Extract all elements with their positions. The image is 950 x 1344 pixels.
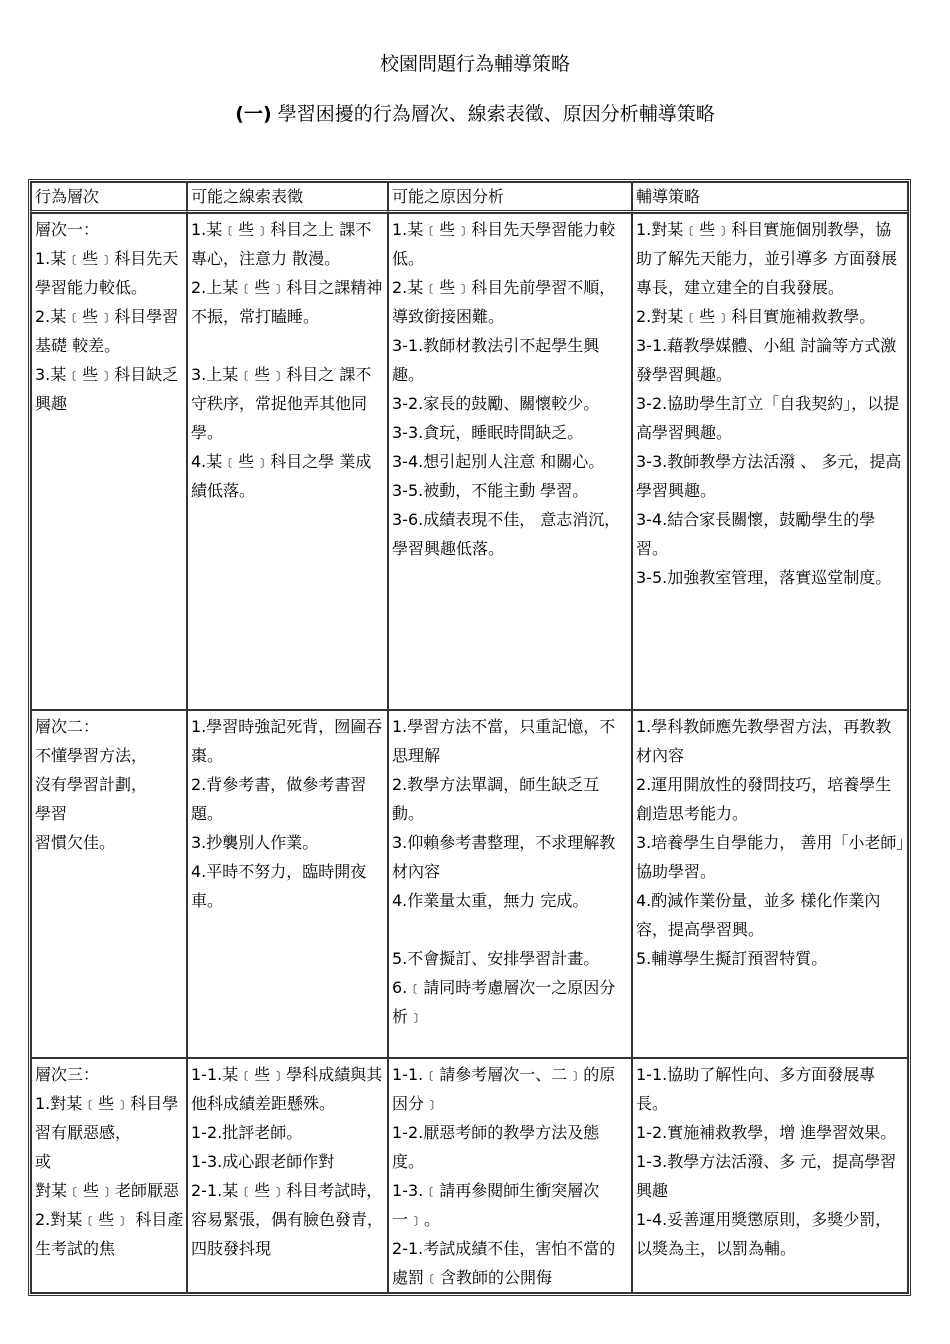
- header-clues: 可能之線索表徵: [187, 182, 388, 213]
- cell-line: 層次三：: [35, 1065, 100, 1084]
- cell-line: 2.教學方法單調，師生缺乏互動。: [392, 775, 600, 823]
- cell-line: 1.學習方法不當，只重記憶，不思理解: [392, 717, 616, 765]
- cell-line: 1-2.批評老師。: [191, 1123, 303, 1142]
- cell-line: 1-3.成心跟老師作對: [191, 1152, 335, 1171]
- header-strategies: 輔導策略: [632, 182, 908, 213]
- cell-line: 3-4.結合家長關懷，鼓勵學生的學習。: [636, 510, 876, 558]
- cell-line: [191, 331, 385, 360]
- document-title: 校園問題行為輔導策略: [379, 53, 570, 75]
- cell-line: 1-2.實施補救教學，增 進學習效果。: [636, 1123, 897, 1142]
- cell-level: [31, 213, 187, 710]
- cell-line: 1-1.某﹝些﹞學科成績與其他科成績差距懸殊。: [191, 1065, 383, 1113]
- cell-line: 1.學科教師應先教學習方法，再教教材內容: [636, 717, 892, 765]
- cell-line: 3.仰賴參考書整理，不求理解教材內容: [392, 833, 616, 881]
- cell-line: 2.對某﹝些﹞ 科目產生考試的焦: [35, 1210, 184, 1258]
- cell-line: 3-1.教師材教法引不起學生興趣。: [392, 336, 600, 384]
- header-causes: 可能之原因分析: [388, 182, 632, 213]
- guidance-table: [28, 179, 911, 1296]
- cell-line: 3-5.被動，不能主動 學習。: [392, 481, 589, 500]
- subtitle-prefix: (一): [235, 103, 272, 125]
- cell-line: 層次一：: [35, 220, 100, 239]
- cell-line: [392, 915, 629, 944]
- cell-line: 對某﹝些﹞老師厭惡: [35, 1181, 180, 1200]
- cell-line: 3-4.想引起別人注意 和關心。: [392, 452, 605, 471]
- cell-line: 2.背參考書，做參考書習題。: [191, 775, 367, 823]
- cell-line: 1-4.妥善運用獎懲原則，多獎少罰，以獎為主，以罰為輔。: [636, 1210, 892, 1258]
- document-subtitle: [0, 99, 950, 126]
- cell-line: 4.平時不努力，臨時開夜車。: [191, 862, 367, 910]
- cell-clues: [187, 1058, 388, 1293]
- cell-line: 3-5.加強教室管理，落實巡堂制度。: [636, 568, 892, 587]
- cell-line: 3-3.貪玩，睡眠時間缺乏。: [392, 423, 584, 442]
- header-level: 行為層次: [31, 182, 187, 213]
- cell-line: 6.﹝請同時考慮層次一之原因分析﹞: [392, 978, 616, 1026]
- cell-line: 2-1.某﹝些﹞科目考試時，容易緊張，偶有臉色發青，四肢發抖現: [191, 1181, 384, 1258]
- cell-line: 3-2.家長的鼓勵、關懷較少。: [392, 394, 600, 413]
- cell-line: 2.某﹝些﹞科目學習基礎 較差。: [35, 307, 179, 355]
- cell-line: 1-3.﹝請再參閱師生衝突層次一﹞。: [392, 1181, 600, 1229]
- cell-strategies: [632, 213, 908, 710]
- cell-strategies: [632, 1058, 908, 1293]
- cell-line: 4.某﹝些﹞科目之學 業成績低落。: [191, 452, 372, 500]
- cell-causes: [388, 213, 632, 710]
- cell-line: 1.學習時強記死背，囫圇吞棗。: [191, 717, 383, 765]
- cell-line: 1.某﹝些﹞科目先天學習能力較低。: [392, 220, 616, 268]
- cell-causes: [388, 1058, 632, 1293]
- cell-level: [31, 1058, 187, 1293]
- cell-line: 1-1.﹝請參考層次一、二﹞的原因分﹞: [392, 1065, 616, 1113]
- cell-line: 1.某﹝些﹞科目之上 課不專心，注意力 散漫。: [191, 220, 372, 268]
- table-header-row: [31, 182, 908, 213]
- cell-causes: [388, 710, 632, 1058]
- cell-line: 學習: [35, 804, 68, 823]
- cell-line: 2.某﹝些﹞科目先前學習不順，導致銜接困難。: [392, 278, 616, 326]
- cell-line: 1.對某﹝些﹞科目實施個別教學，協助了解先天能力，並引導多 方面發展專長，建立建全的自我發展。: [636, 220, 898, 297]
- cell-line: 或: [35, 1152, 52, 1171]
- cell-line: 2.運用開放性的發問技巧，培養學生創造思考能力。: [636, 775, 892, 823]
- cell-line: 2.上某﹝些﹞科目之課精神不振，常打瞌睡。: [191, 278, 383, 326]
- table-row: [31, 213, 908, 710]
- cell-line: 2-1.考試成績不佳，害怕不當的處罰﹝含教師的公開侮: [392, 1239, 616, 1287]
- cell-line: 1.對某﹝些﹞科目學習有厭惡感，: [35, 1094, 179, 1142]
- cell-clues: [187, 213, 388, 710]
- cell-line: 3-2.協助學生訂立「自我契約」，以提高學習興趣。: [636, 394, 900, 442]
- cell-line: 1-2.厭惡考師的教學方法及態度。: [392, 1123, 600, 1171]
- table-row: [31, 710, 908, 1058]
- cell-line: 3.抄襲別人作業。: [191, 833, 319, 852]
- cell-strategies: [632, 710, 908, 1058]
- cell-line: 3.上某﹝些﹞科目之 課不守秩序，常捉他弄其他同學。: [191, 365, 372, 442]
- cell-clues: [187, 710, 388, 1058]
- cell-level: [31, 710, 187, 1058]
- cell-line: 3.某﹝些﹞科目缺乏興趣: [35, 365, 179, 413]
- cell-line: 習慣欠佳。: [35, 833, 116, 852]
- cell-line: 沒有學習計劃，: [35, 775, 148, 794]
- cell-line: 3-3.教師教學方法活潑 、 多元，提高學習興趣。: [636, 452, 902, 500]
- cell-line: 層次二：: [35, 717, 100, 736]
- cell-line: 1.某﹝些﹞科目先天學習能力較低。: [35, 249, 179, 297]
- cell-line: 2.對某﹝些﹞科目實施補救教學。: [636, 307, 876, 326]
- cell-line: 不懂學習方法，: [35, 746, 148, 765]
- cell-line: 3-1.藉教學媒體、小組 討論等方式激發學習興趣。: [636, 336, 897, 384]
- subtitle-text: 學習困擾的行為層次、線索表徵、原因分析輔導策略: [271, 103, 715, 125]
- table-row: [31, 1058, 908, 1293]
- cell-line: 4.作業量太重，無力 完成。: [392, 891, 589, 910]
- cell-line: 1-1.協助了解性向、多方面發展專長。: [636, 1065, 876, 1113]
- cell-line: 3-6.成績表現不佳， 意志消沉，學習興趣低落。: [392, 510, 621, 558]
- cell-line: 5.輔導學生擬訂預習特質。: [636, 949, 828, 968]
- cell-line: 5.不會擬訂、安排學習計畫。: [392, 949, 600, 968]
- cell-line: 3.培養學生自學能力， 善用「小老師」協助學習。: [636, 833, 905, 881]
- cell-line: 1-3.教學方法活潑、多 元，提高學習興趣: [636, 1152, 897, 1200]
- cell-line: 4.酌減作業份量，並多 樣化作業內容，提高學習興。: [636, 891, 881, 939]
